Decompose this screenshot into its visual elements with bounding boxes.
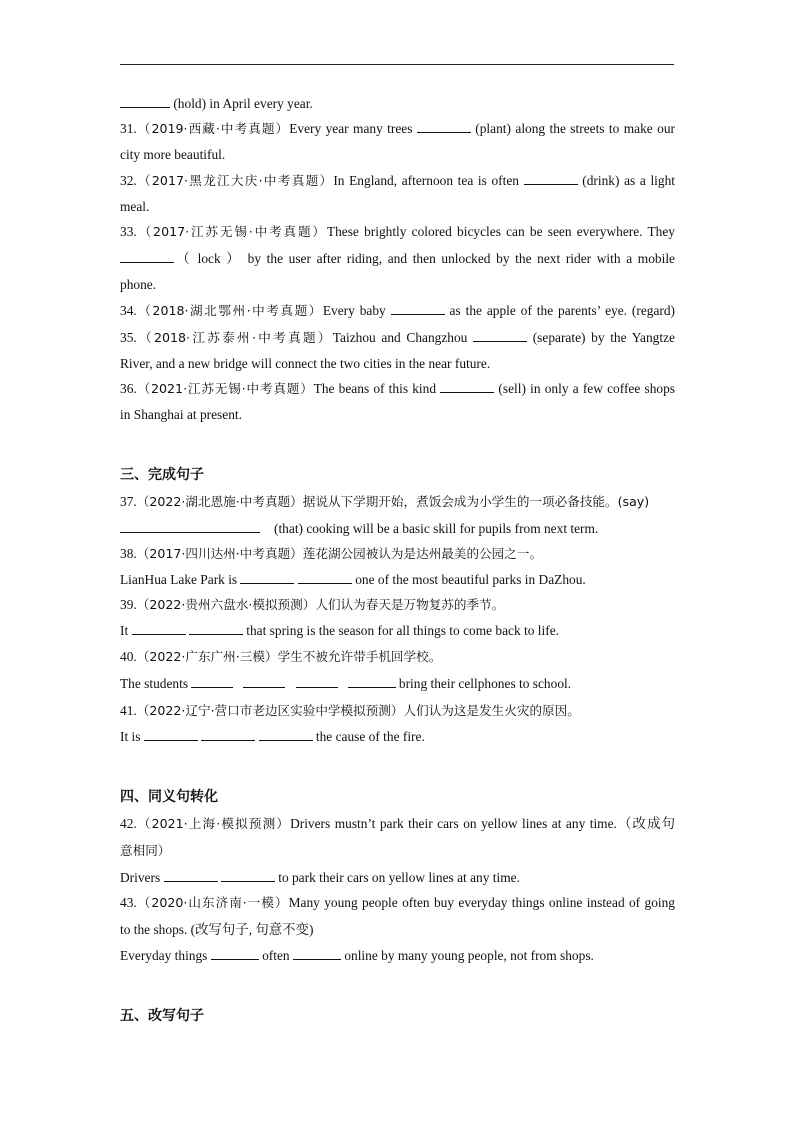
answer-blank[interactable] (120, 521, 260, 533)
answer-blank[interactable] (473, 330, 527, 342)
question-38-line2: LianHua Lake Park is one of the most beautiful parks in DaZhou. (120, 572, 586, 587)
answer-blank[interactable] (240, 572, 294, 584)
answer-blank[interactable] (296, 676, 338, 688)
answer-blank[interactable] (132, 623, 186, 635)
answer-blank[interactable] (243, 676, 285, 688)
section-4-title: 四、同义句转化 (120, 789, 218, 805)
answer-blank[interactable] (348, 676, 396, 688)
answer-blank[interactable] (391, 303, 445, 315)
question-33-line3: phone. (120, 277, 157, 292)
section-5-title: 五、改写句子 (120, 1008, 204, 1024)
question-37: 37.（2022·湖北恩施·中考真题）据说从下学期开始，煮饭会成为小学生的一项必备技能。(say) (120, 494, 650, 509)
question-43-line3: Everyday things often online by many young people, not from shops. (120, 948, 594, 963)
answer-blank[interactable] (144, 729, 198, 741)
answer-blank[interactable] (259, 729, 313, 741)
answer-blank[interactable] (120, 251, 174, 263)
answer-blank[interactable] (201, 729, 255, 741)
question-31: 31.（2019·西藏·中考真题）Every year many trees (plant) along the streets to make our (120, 121, 675, 136)
question-41: 41.（2022·辽宁·营口市老边区实验中学模拟预测）人们认为这是发生火灾的原因。 (120, 703, 580, 718)
question-41-line2: It is the cause of the fire. (120, 729, 425, 744)
question-31-line2: city more beautiful. (120, 147, 226, 162)
question-40-line2: The students bring their cellphones to school. (120, 676, 572, 691)
answer-blank[interactable] (524, 173, 578, 185)
answer-blank[interactable] (417, 121, 471, 133)
question-32: 32.（2017·黑龙江大庆·中考真题）In England, afternoon tea is often (drink) as a light (120, 173, 676, 188)
question-43-line2: to the shops. (改写句子, 句意不变) (120, 922, 314, 937)
question-35-line2: River, and a new bridge will connect the two cities in the near future. (120, 356, 491, 371)
question-42-line3: Drivers to park their cars on yellow lines at any time. (120, 870, 520, 885)
answer-blank[interactable] (221, 870, 275, 882)
question-36: 36.（2021·江苏无锡·中考真题）The beans of this kind (sell) in only a few coffee shops (120, 381, 675, 396)
answer-blank[interactable] (191, 676, 233, 688)
answer-blank[interactable] (298, 572, 352, 584)
answer-blank[interactable] (189, 623, 243, 635)
answer-blank[interactable] (440, 381, 494, 393)
answer-blank[interactable] (293, 948, 341, 960)
answer-blank[interactable] (120, 96, 170, 108)
question-38: 38.（2017·四川达州·中考真题）莲花湖公园被认为是达州最美的公园之一。 (120, 546, 543, 561)
question-34: 34.（2018·湖北鄂州·中考真题）Every baby as the apple of the parents’ eye. (regard) (120, 303, 676, 318)
question-43: 43.（2020·山东济南·一模）Many young people often buy everyday things online instead of going (120, 895, 675, 910)
answer-blank[interactable] (164, 870, 218, 882)
question-36-line2: in Shanghai at present. (120, 407, 242, 422)
question-37-line2: (that) cooking will be a basic skill for pupils from next term. (120, 521, 675, 537)
question-42: 42.（2021·上海·模拟预测）Drivers mustn’t park their cars on yellow lines at any time.（改成句 (120, 816, 675, 831)
question-33-line2: （ lock ） by the user after riding, and then unlocked by the next rider with a mobile (120, 251, 675, 267)
question-35: 35.（2018·江苏泰州·中考真题）Taizhou and Changzhou (separate) by the Yangtze (120, 330, 675, 345)
question-39-line2: It that spring is the season for all things to come back to life. (120, 623, 559, 638)
section-3-title: 三、完成句子 (120, 467, 204, 483)
question-32-line2: meal. (120, 199, 150, 214)
header-rule (120, 64, 674, 65)
question-39: 39.（2022·贵州六盘水·模拟预测）人们认为春天是万物复苏的季节。 (120, 597, 505, 612)
answer-blank[interactable] (211, 948, 259, 960)
q30-continuation: (hold) in April every year. (120, 96, 675, 112)
question-40: 40.（2022·广东广州·三模）学生不被允许带手机回学校。 (120, 649, 442, 664)
question-42-line2: 意相同） (120, 843, 171, 858)
question-33: 33.（2017·江苏无锡·中考真题）These brightly colored bicycles can be seen everywhere. They (120, 224, 676, 239)
